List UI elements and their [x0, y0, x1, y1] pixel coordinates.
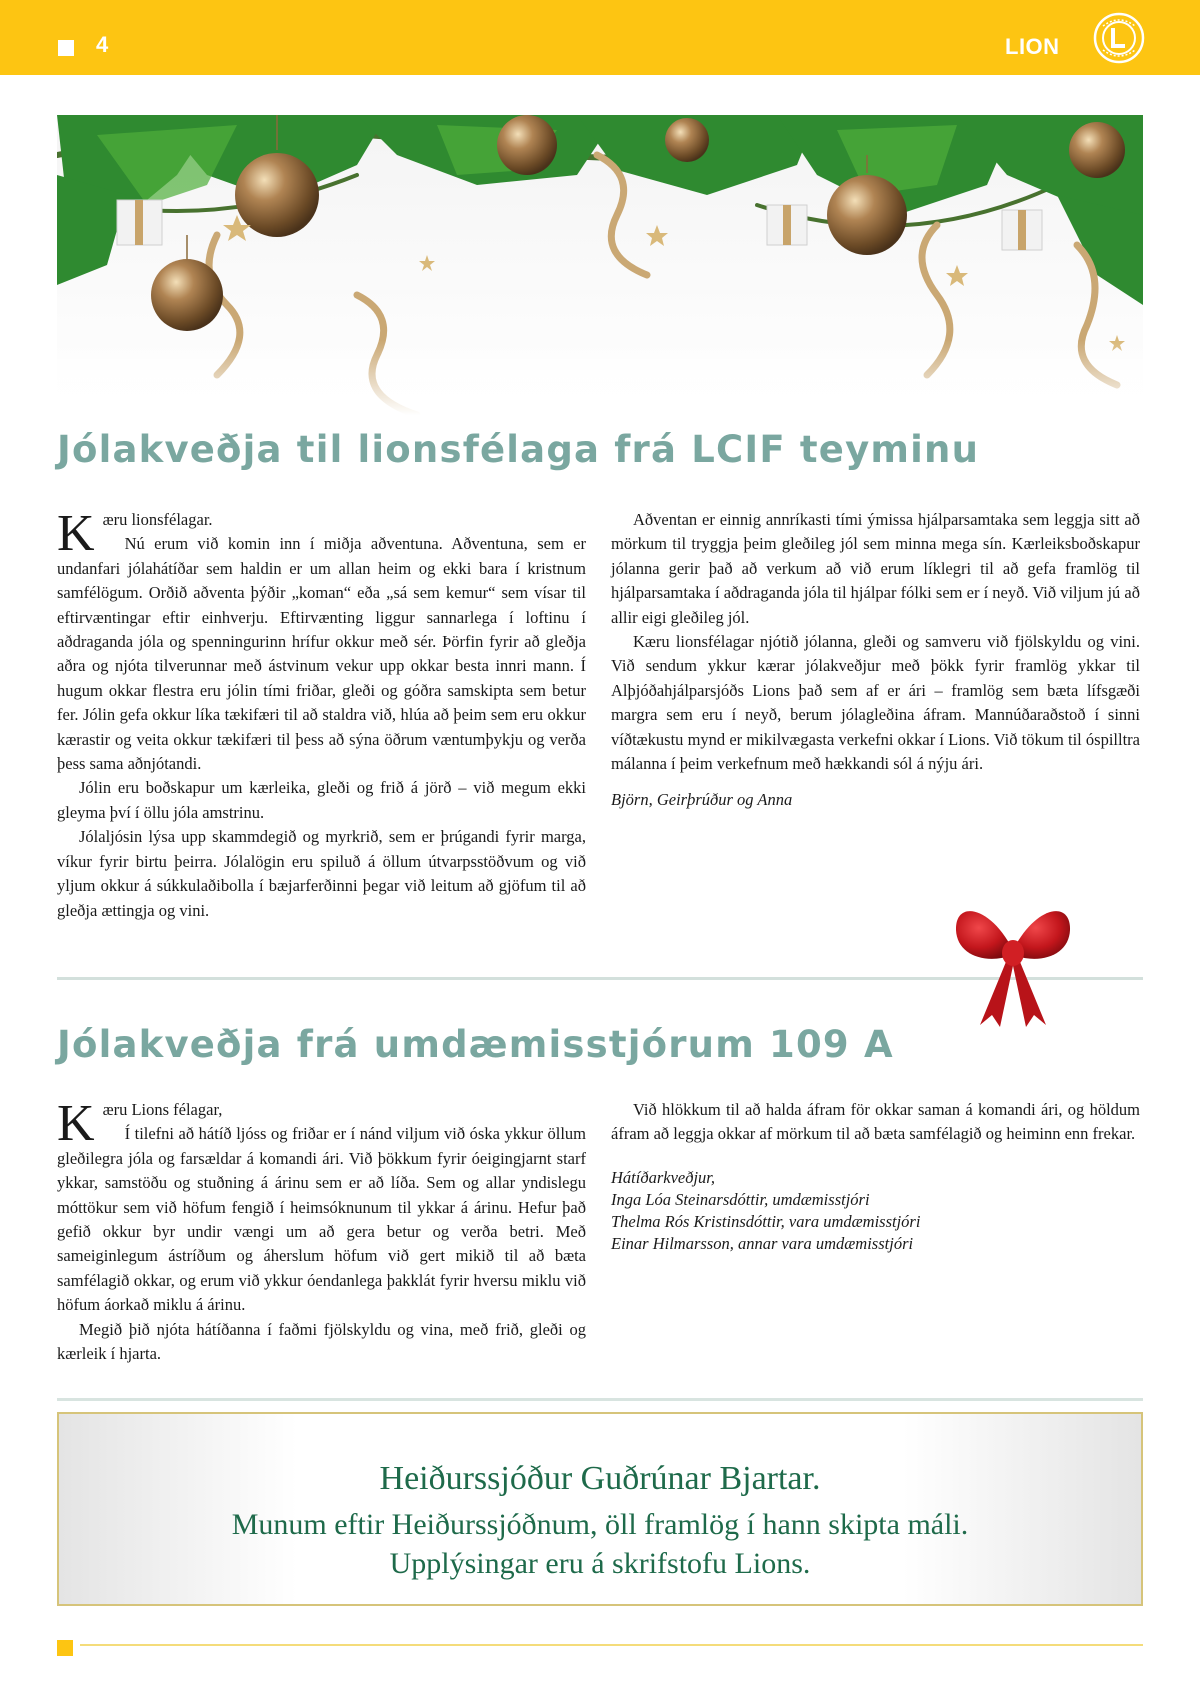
- notice-text: Munum eftir Heiðurssjóðnum, öll framlög í hann skipta máli.: [231, 1508, 969, 1541]
- header-bar: [0, 0, 1200, 75]
- salutation: [57, 505, 586, 562]
- page-number: 4: [96, 32, 109, 57]
- red-bow-icon: [950, 895, 1076, 1030]
- article-column-left: [57, 1095, 586, 1366]
- salutation: [57, 1095, 586, 1152]
- article-title: Jólakveðja frá umdæmisstjórum 109 A: [57, 1023, 894, 1066]
- lions-logo-icon: [1093, 12, 1145, 64]
- paragraph: Í tilefni að hátíð ljóss og friðar er í nánd viljum við óska ykkur öllum gleðilegra jóla og farsældar á komandi ári. Við þökkum fyrir óeigingjarnt starf ykkar, samstöðu og stuðning á árinu sem er að líða. Sem og allar yndislegu móttökur sem við höfum fengið í heimsóknunum til ykkar á árinu. Hefur það gefið okkur byr undir vængi um að gera betur og verða betri. Með sameiginlegum ástríðum og áherslum höfum við gert mikið til að bæta samfélagið okkar, og erum við ykkur óendanlega þakklát fyrir hversu miklu við höfum áorkað miklu á árinu.: [57, 1124, 586, 1315]
- signature-line: Inga Lóa Steinarsdóttir, umdæmisstjóri: [611, 1189, 870, 1209]
- christmas-garland-image: [57, 115, 1143, 415]
- box-top-rule: [57, 1398, 1143, 1401]
- footer-marker-square: [57, 1640, 73, 1656]
- signature-line: Einar Hilmarsson, annar vara umdæmisstjóri: [611, 1233, 914, 1253]
- page-marker-square: [58, 40, 74, 56]
- paragraph: Jólaljósin lýsa upp skammdegið og myrkrið, sem er þrúgandi fyrir marga, víkur fyrir birtu þeirra. Jólalögin eru spiluð á öllum útvarpsstöðvum og við yljum okkur á súkkulaðibolla í bæjarferðinni þegar við leitum að gjöfum til að gleðja ættingja og vini.: [57, 827, 586, 920]
- signature-block: [611, 1167, 1140, 1255]
- paragraph: Nú erum við komin inn í miðja aðventuna. Aðventuna, sem er undanfari jólahátíðar sem haldin er um allan heim og ekki bara í kristnum samfélögum. Orðið aðventa þýðir „koman“ eða „sá sem kemur“ sem vísar til eftirvæntingar eftir einhverju. Eftirvænting liggur sannarlega í loftinu í aðdraganda jóla og spenningurinn hrífur okkur með sér. Þörfin fyrir að gleðja aðra og njóta tilverunnar með ástvinum vekur upp okkar besta innri mann. Í hugum okkar flestra eru jólin tími friðar, gleði og góðra samskipta sem betur fer. Jólin gefa okkur líka tækifæri til að staldra við, hlúa að þeim sem eru okkur kærastir og veita okkur tækifæri til þess að sýna öðrum væntumþykju og verða þess sama aðnjótandi.: [57, 534, 586, 774]
- paragraph: Aðventan er einnig annríkasti tími ýmissa hjálparsamtaka sem leggja sitt að mörkum til tryggja þeim gleðileg jól sem minna mega sín. Kærleiksboðskapur jólanna gerir það að verkum að við erum líklegri til að gefa framlög til hjálparsamtaka í aðdraganda jóla til hjálpar fólki sem er í neyð. Við viljum jú að allir eigi gleðileg jól.: [611, 510, 1140, 627]
- paragraph: Megið þið njóta hátíðanna í faðmi fjölskyldu og vina, með frið, gleði og kærleik í hjarta.: [57, 1319, 586, 1364]
- notice-heading: Heiðurssjóður Guðrúnar Bjartar.: [379, 1460, 821, 1497]
- notice-box: [57, 1412, 1143, 1606]
- article-column-right: [611, 508, 1140, 813]
- article-column-right: [611, 1098, 1140, 1255]
- salutation-text: æru lionsfélagar.: [102, 510, 213, 529]
- signature: Björn, Geirþrúður og Anna: [611, 790, 793, 810]
- paragraph: Jólin eru boðskapur um kærleika, gleði og frið á jörð – við megum ekki gleyma því í öllu jóla amstrinu.: [57, 778, 586, 822]
- drop-cap: K: [57, 1095, 95, 1152]
- drop-cap: K: [57, 505, 95, 562]
- article-title: Jólakveðja til lionsfélaga frá LCIF teyminu: [57, 428, 980, 471]
- paragraph: Við hlökkum til að halda áfram för okkar saman á komandi ári, og höldum áfram að leggja okkar af mörkum til að bæta samfélagið og heiminn enn frekar.: [611, 1100, 1140, 1144]
- signature-line: Hátíðarkveðjur,: [611, 1167, 716, 1187]
- article-column-left: [57, 505, 586, 923]
- salutation-text: æru Lions félagar,: [102, 1100, 223, 1119]
- footer-rule: [80, 1644, 1143, 1646]
- magazine-title: LION: [1005, 34, 1060, 59]
- notice-text: Upplýsingar eru á skrifstofu Lions.: [389, 1547, 811, 1580]
- paragraph: Kæru lionsfélagar njótið jólanna, gleði og samveru við fjölskyldu og vini. Við sendum ykkur kærar jólakveðjur með þökk fyrir framlög ykkar til Alþjóðahjálparsjóðs Lions það sem af er ári – framlög sem bæta lífsgæði margra sem eru í neyð, berum jólagleðina áfram. Mannúðaraðstoð í sinni víðtækustu mynd er mikilvægasta verkefni okkar í Lions. Við tökum til óspilltra málanna í þeim verkefnum með hækkandi sól á nýju ári.: [611, 632, 1140, 774]
- signature-line: Thelma Rós Kristinsdóttir, vara umdæmisstjóri: [611, 1211, 921, 1231]
